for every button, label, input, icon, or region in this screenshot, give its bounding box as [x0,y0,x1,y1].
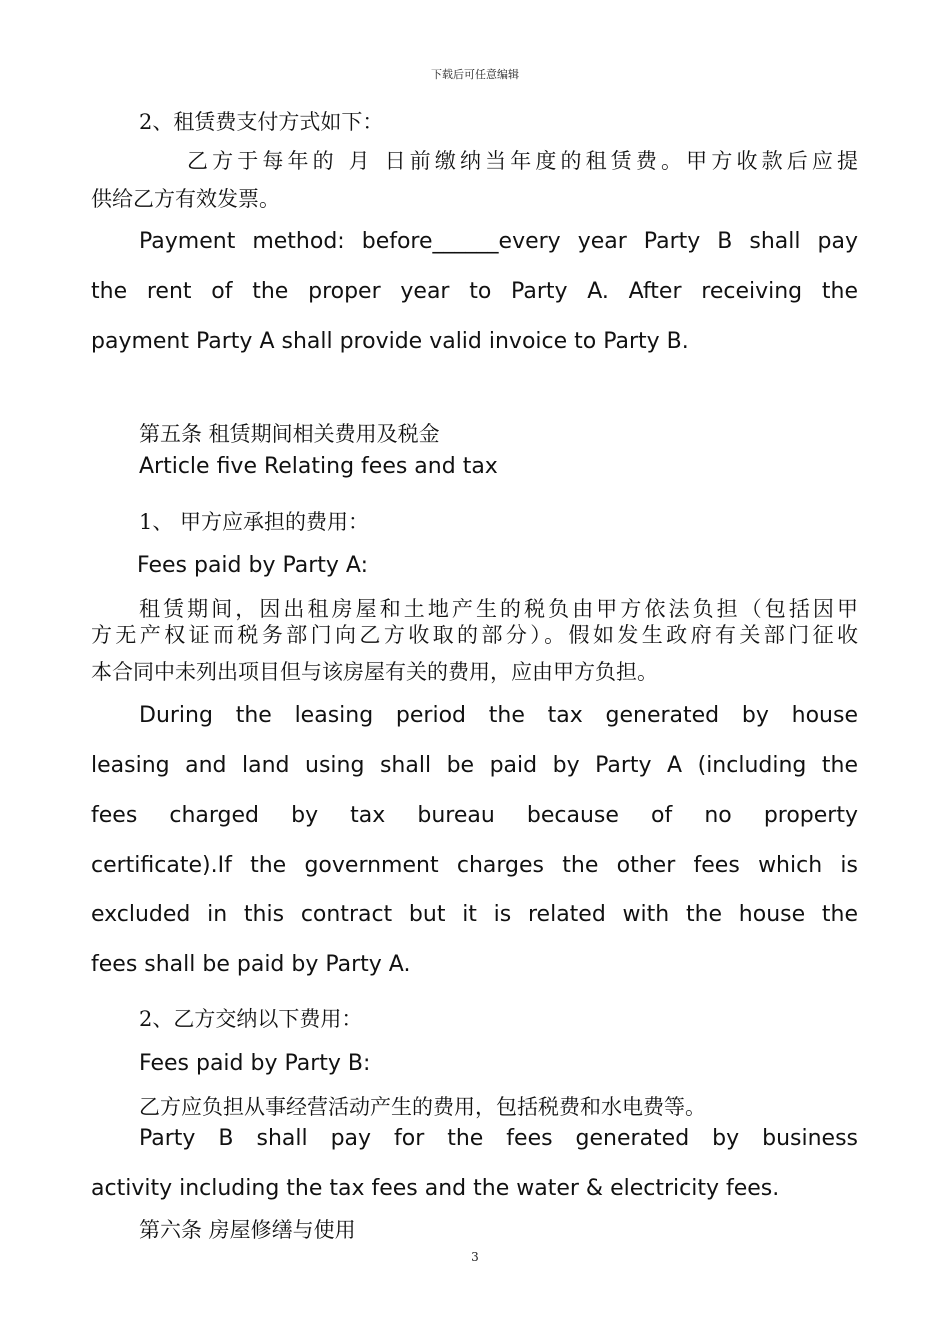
article5-item1-body-en-line: leasing and land using shall be paid by Party A (including the [91,753,858,778]
payment-cn-line-1: 乙方于每年的 月 日前缴纳当年度的租赁费。甲方收款后应提 [187,149,858,173]
page-number: 3 [471,1250,479,1264]
article5-title-en: Article five Relating fees and tax [139,454,498,479]
page-header: 下载后可任意编辑 [431,68,519,81]
article5-item1-body-cn-line: 租赁期间，因出租房屋和土地产生的税负由甲方依法负担（包括因甲 [139,597,858,621]
article5-item2-body-en-line: Party B shall pay for the fees generated by business [139,1126,858,1151]
payment-cn-line-2: 供给乙方有效发票。 [91,187,280,211]
payment-heading-cn: 2、租赁费支付方式如下： [139,110,384,134]
article6-title-cn: 第六条 房屋修缮与使用 [139,1218,356,1242]
article5-item1-body-en-line: excluded in this contract but it is related with the house the [91,902,858,927]
payment-en-line-1: Payment method: before______every year Party B shall pay [139,229,858,254]
article5-item1-body-en-line: fees charged by tax bureau because of no property [91,803,858,828]
article5-item1-body-en-line: certificate).If the government charges the other fees which is [91,853,858,878]
article5-item2-body-cn: 乙方应负担从事经营活动产生的费用，包括税费和水电费等。 [139,1095,706,1119]
article5-item1-cn: 1、 甲方应承担的费用： [139,510,370,534]
payment-en-line-2: the rent of the proper year to Party A. After receiving the [91,279,858,304]
article5-title-cn: 第五条 租赁期间相关费用及税金 [139,422,440,446]
article5-item1-body-en-line: During the leasing period the tax generated by house [139,703,858,728]
article5-item2-en: Fees paid by Party B: [139,1051,371,1076]
article5-item1-body-en-line: fees shall be paid by Party A. [91,952,411,977]
article5-item2-body-en-line: activity including the tax fees and the water & electricity fees. [91,1176,780,1201]
article5-item2-cn: 2、乙方交纳以下费用： [139,1007,363,1031]
article5-item1-body-cn-line: 本合同中未列出项目但与该房屋有关的费用，应由甲方负担。 [91,660,658,684]
article5-item1-body-cn-line: 方无产权证而税务部门向乙方收取的部分）。假如发生政府有关部门征收 [91,623,858,647]
article5-item1-en: Fees paid by Party A: [137,553,368,578]
payment-en-line-3: payment Party A shall provide valid invoice to Party B. [91,329,689,354]
